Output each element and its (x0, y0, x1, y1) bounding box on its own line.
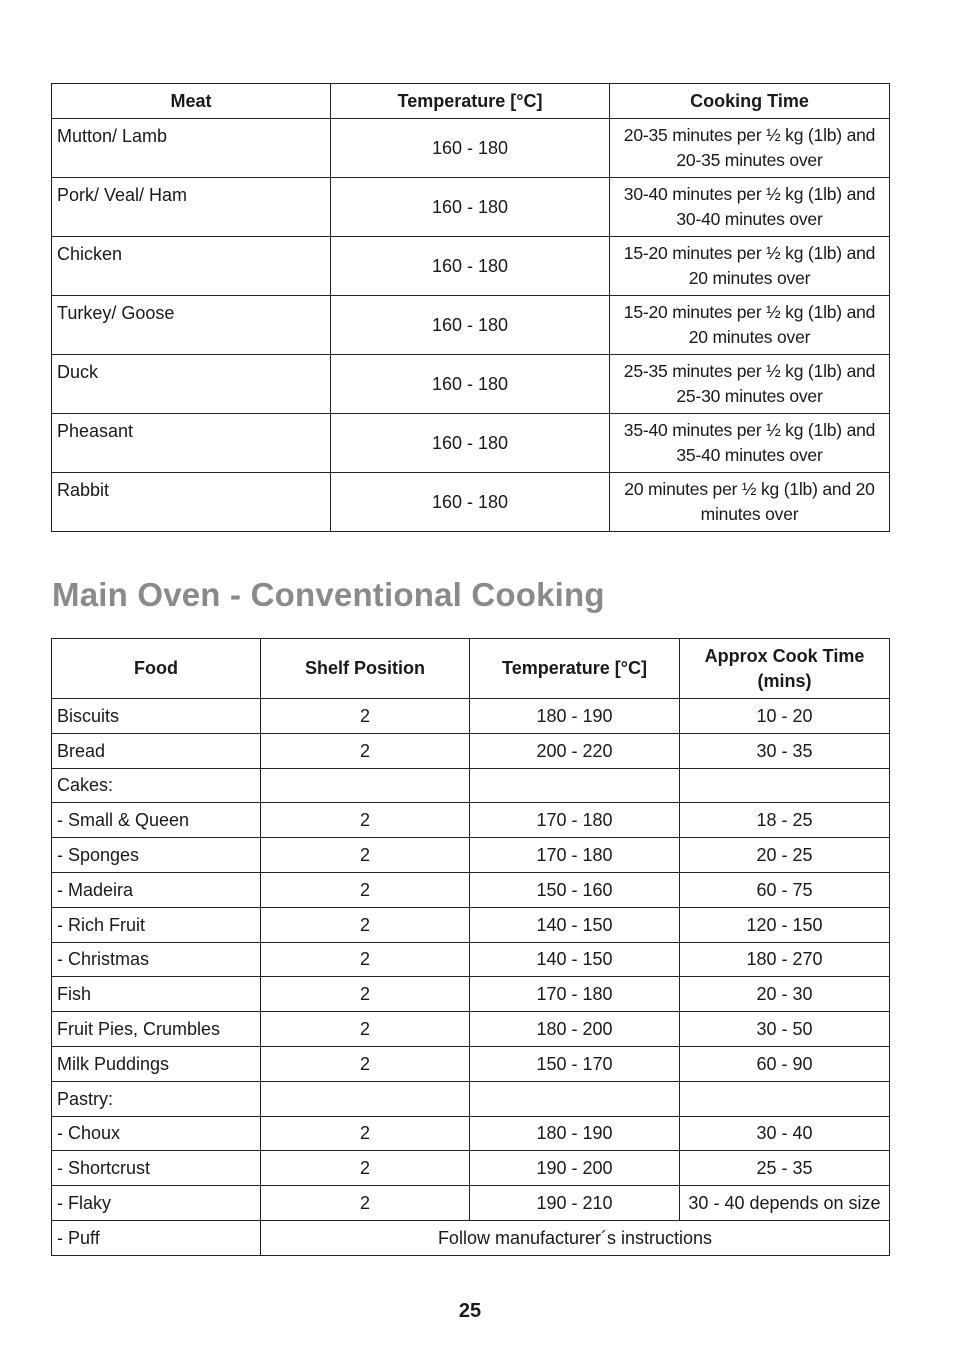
shelf-position-cell: 2 (261, 977, 470, 1012)
temperature-cell: 150 - 170 (470, 1046, 680, 1081)
food-cell: Pastry: (52, 1081, 261, 1116)
shelf-position-cell: 2 (261, 942, 470, 977)
food-cell: Biscuits (52, 699, 261, 734)
temperature-cell: 140 - 150 (470, 942, 680, 977)
shelf-position-cell: 2 (261, 1186, 470, 1221)
meat-cell: Turkey/ Goose (52, 296, 331, 355)
meat-cell: Pork/ Veal/ Ham (52, 178, 331, 237)
cooking-time-cell: 30-40 minutes per ½ kg (1lb) and 30-40 minutes over (610, 178, 890, 237)
cooking-time-cell: 20 minutes per ½ kg (1lb) and 20 minutes over (610, 473, 890, 532)
shelf-position-cell: 2 (261, 1116, 470, 1151)
table-row (52, 1151, 890, 1186)
table-row (52, 1116, 890, 1151)
cooking-time-cell: 15-20 minutes per ½ kg (1lb) and 20 minutes over (610, 237, 890, 296)
temperature-cell: 180 - 190 (470, 699, 680, 734)
shelf-position-cell: 2 (261, 838, 470, 873)
temperature-cell: 150 - 160 (470, 872, 680, 907)
shelf-position-cell: 2 (261, 699, 470, 734)
shelf-position-cell: 2 (261, 1012, 470, 1047)
table-row (52, 237, 890, 296)
cooking-time-cell: 25-35 minutes per ½ kg (1lb) and 25-30 minutes over (610, 355, 890, 414)
column-header-cooking-time: Cooking Time (610, 84, 890, 119)
meat-cell: Pheasant (52, 414, 331, 473)
temperature-cell: 160 - 180 (331, 414, 610, 473)
section-title: Main Oven - Conventional Cooking (52, 576, 605, 613)
food-cell: Milk Puddings (52, 1046, 261, 1081)
shelf-position-cell: 2 (261, 907, 470, 942)
table-row (52, 1186, 890, 1221)
temperature-cell: 200 - 220 (470, 733, 680, 768)
column-header-food: Food (52, 639, 261, 699)
cook-time-cell: 30 - 40 depends on size (680, 1186, 890, 1221)
cook-time-cell: 30 - 50 (680, 1012, 890, 1047)
food-cell: Fruit Pies, Crumbles (52, 1012, 261, 1047)
temperature-cell: 190 - 210 (470, 1186, 680, 1221)
meat-cooking-table (51, 83, 890, 532)
table-row (52, 907, 890, 942)
food-cell: Bread (52, 733, 261, 768)
table-row (52, 942, 890, 977)
table-row (52, 733, 890, 768)
column-header-cook-time: Approx Cook Time (mins) (680, 639, 890, 699)
meat-cell: Mutton/ Lamb (52, 119, 331, 178)
food-cell: - Flaky (52, 1186, 261, 1221)
table-row (52, 872, 890, 907)
food-cell: - Madeira (52, 872, 261, 907)
temperature-cell: 160 - 180 (331, 296, 610, 355)
table-row (52, 768, 890, 803)
table-row (52, 178, 890, 237)
temperature-cell (470, 768, 680, 803)
temperature-cell: 160 - 180 (331, 355, 610, 414)
shelf-position-cell: 2 (261, 803, 470, 838)
temperature-cell (470, 1081, 680, 1116)
food-cell: - Small & Queen (52, 803, 261, 838)
temperature-cell: 190 - 200 (470, 1151, 680, 1186)
shelf-position-cell: 2 (261, 1151, 470, 1186)
column-header-temperature: Temperature [°C] (331, 84, 610, 119)
table-row (52, 414, 890, 473)
column-header-shelf-position: Shelf Position (261, 639, 470, 699)
instructions-note-cell: Follow manufacturer´s instructions (261, 1220, 890, 1255)
table-row (52, 1012, 890, 1047)
shelf-position-cell: 2 (261, 733, 470, 768)
food-cell: - Shortcrust (52, 1151, 261, 1186)
temperature-cell: 170 - 180 (470, 803, 680, 838)
temperature-cell: 140 - 150 (470, 907, 680, 942)
meat-cell: Duck (52, 355, 331, 414)
table-row (52, 1046, 890, 1081)
food-cell: - Rich Fruit (52, 907, 261, 942)
temperature-cell: 180 - 190 (470, 1116, 680, 1151)
cook-time-cell: 10 - 20 (680, 699, 890, 734)
shelf-position-cell: 2 (261, 1046, 470, 1081)
food-cell: - Choux (52, 1116, 261, 1151)
shelf-position-cell (261, 768, 470, 803)
cook-time-cell (680, 1081, 890, 1116)
table-row (52, 473, 890, 532)
food-cell: Fish (52, 977, 261, 1012)
cook-time-cell: 60 - 75 (680, 872, 890, 907)
cooking-time-cell: 20-35 minutes per ½ kg (1lb) and 20-35 minutes over (610, 119, 890, 178)
temperature-cell: 160 - 180 (331, 178, 610, 237)
table-row (52, 1081, 890, 1116)
food-cell: - Puff (52, 1220, 261, 1255)
shelf-position-cell: 2 (261, 872, 470, 907)
cook-time-cell: 18 - 25 (680, 803, 890, 838)
temperature-cell: 180 - 200 (470, 1012, 680, 1047)
column-header-temperature: Temperature [°C] (470, 639, 680, 699)
cook-time-cell: 180 - 270 (680, 942, 890, 977)
table-row (52, 119, 890, 178)
cook-time-cell: 25 - 35 (680, 1151, 890, 1186)
temperature-cell: 160 - 180 (331, 473, 610, 532)
table-header-row (52, 84, 890, 119)
table-row (52, 355, 890, 414)
table-row (52, 699, 890, 734)
table-header-row (52, 639, 890, 699)
food-cell: - Christmas (52, 942, 261, 977)
cook-time-cell: 120 - 150 (680, 907, 890, 942)
conventional-table-body (52, 699, 890, 1256)
temperature-cell: 170 - 180 (470, 977, 680, 1012)
table-row (52, 296, 890, 355)
cook-time-cell: 30 - 35 (680, 733, 890, 768)
cook-time-cell: 60 - 90 (680, 1046, 890, 1081)
meat-cell: Rabbit (52, 473, 331, 532)
temperature-cell: 160 - 180 (331, 237, 610, 296)
temperature-cell: 170 - 180 (470, 838, 680, 873)
food-cell: Cakes: (52, 768, 261, 803)
table-row (52, 838, 890, 873)
meat-cell: Chicken (52, 237, 331, 296)
table-row (52, 977, 890, 1012)
food-cell: - Sponges (52, 838, 261, 873)
table-row (52, 803, 890, 838)
column-header-meat: Meat (52, 84, 331, 119)
cook-time-cell: 30 - 40 (680, 1116, 890, 1151)
cook-time-cell (680, 768, 890, 803)
cook-time-cell: 20 - 25 (680, 838, 890, 873)
cook-time-cell: 20 - 30 (680, 977, 890, 1012)
conventional-cooking-table (51, 638, 890, 1256)
temperature-cell: 160 - 180 (331, 119, 610, 178)
cooking-time-cell: 35-40 minutes per ½ kg (1lb) and 35-40 minutes over (610, 414, 890, 473)
cooking-time-cell: 15-20 minutes per ½ kg (1lb) and 20 minutes over (610, 296, 890, 355)
table-row (52, 1220, 890, 1255)
page-number: 25 (458, 1300, 482, 1322)
shelf-position-cell (261, 1081, 470, 1116)
